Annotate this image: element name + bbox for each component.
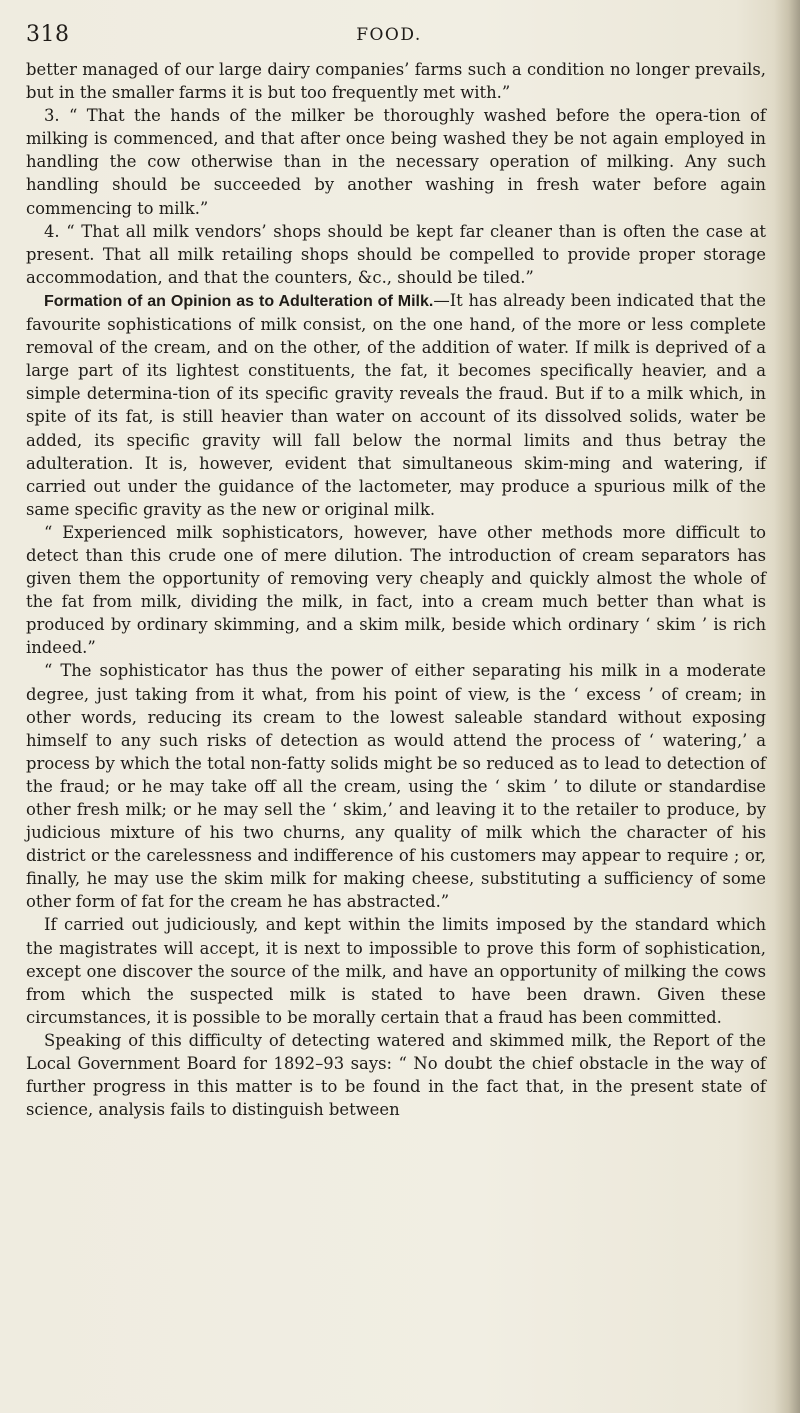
section-paragraph bbox=[26, 289, 766, 521]
running-head: FOOD. bbox=[356, 25, 422, 45]
paragraph-item-3: 3. “ That the hands of the milker be thoroughly washed before the opera-tion of milking is commenced, and that after once being washed they be not again employed in handling the cow otherwise than in the necessary operation of milking. Any such handling should be succeeded by another washing in fresh water before again commencing to milk.” bbox=[26, 106, 766, 218]
paragraph-item-4: 4. “ That all milk vendors’ shops should be kept far cleaner than is often the case at present. That all milk retailing shops should be compelled to provide proper storage accommodation, and that the counters, &c., should be tiled.” bbox=[26, 221, 766, 287]
page-edge-shadow bbox=[774, 0, 800, 1413]
paragraph-report: Speaking of this difficulty of detecting watered and skimmed milk, the Report of the Local Government Board for 1892–93 says: “ No doubt the chief obstacle in the way of further progress in this matter is to be found in the fact that, in the present state of science, analysis fails to distinguish between bbox=[26, 1030, 766, 1120]
section-heading: Formation of an Opinion as to Adulteration of Milk. bbox=[44, 292, 434, 310]
quote-paragraph-1: “ Experienced milk sophisticators, however, have other methods more difficult to detect than this crude one of mere dilution. The introduction of cream separators has given them the opportunity of removing very cheaply and quickly almost the whole of the fat from milk, dividing the milk, in fact, into a cream much better than what is produced by ordinary skimming, and a skim milk, beside which ordinary ‘ skim ’ is rich indeed.” bbox=[26, 522, 766, 658]
quote-paragraph-2: “ The sophisticator has thus the power of either separating his milk in a moderate degree, just taking from it what, from his point of view, is the ‘ excess ’ of cream; in other words, reducing its cream to the lowest saleable standard without exposing himself to any such risks of detection as would attend the process of ‘ watering,’ a process by which the total non-fatty solids might be so reduced as to lead to detection of the fraud; or he may take off all the cream, using the ‘ skim ’ to dilute or standardise other fresh milk; or he may sell the ‘ skim,’ and leaving it to the retailer to produce, by judicious mixture of his two churns, any quality of milk which the character of his district or the carelessness and indifference of his customers may appear to require ; or, finally, he may use the skim milk for making cheese, substituting a sufficiency of some other form of fat for the cream he has abstracted.” bbox=[26, 661, 766, 912]
page-header bbox=[26, 22, 752, 52]
page-number: 318 bbox=[26, 22, 70, 47]
section-intro-text: —It has already been indicated that the favourite sophistications of milk consist, on the one hand, of the more or less complete removal of the cream, and on the other, of the addition of water. If milk is deprived of a large part of its lightest constituents, the fat, it becomes specifically heavier, and a simple determina-tion of its specific gravity reveals the fraud. But if to a milk which, in spite of its fat, is still heavier than water on account of its dissolved solids, water be added, its specific gravity will fall below the normal limits and thus betray the adulteration. It is, however, evident that simultaneous skim-ming and watering, if carried out under the guidance of the lactometer, may produce a spurious milk of the same specific gravity as the new or original milk. bbox=[26, 290, 766, 519]
paragraph-continuation: better managed of our large dairy companies’ farms such a condition no longer prevails, but in the smaller farms it is but too frequently met with.” bbox=[26, 60, 766, 103]
body-text bbox=[26, 58, 766, 1121]
paragraph-judicious: If carried out judiciously, and kept within the limits imposed by the standard which the magistrates will accept, it is next to impossible to prove this form of sophistication, except one discover the source of the milk, and have an opportunity of milking the cows from which the suspected milk is stated to have been drawn. Given these circumstances, it is possible to be morally certain that a fraud has been committed. bbox=[26, 915, 766, 1027]
